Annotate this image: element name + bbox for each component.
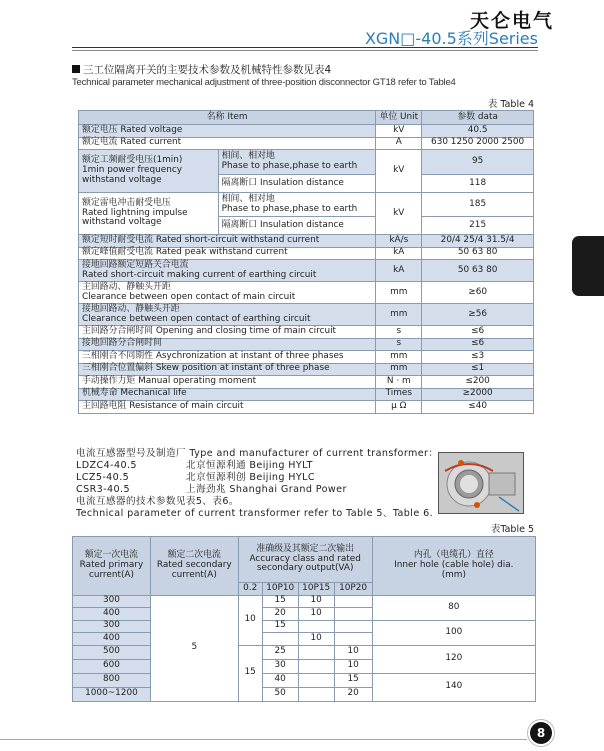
table-row: 额定电流 Rated current A 630 1250 2000 2500 [79, 137, 534, 150]
table-row: 主回路分合闸时间 Opening and closing time of main circuit s ≤6 [79, 326, 534, 339]
table-row: 额定雷电冲击耐受电压 Rated lightning impulse withstand voltage 相间、相对地 Phase to phase,phase to earth kV 185 [79, 193, 534, 217]
table-row: 800 40 15 140 [73, 673, 536, 687]
table-row: 三相刚合不同期性 Asychronization at instant of three phases mm ≤3 [79, 351, 534, 364]
lightning-name: 额定雷电冲击耐受电压 Rated lightning impulse withstand voltage [79, 193, 219, 235]
table-row: 400 20 10 [73, 608, 536, 621]
section-title [72, 62, 331, 77]
page-number: 8 [530, 722, 552, 744]
header-rule [72, 47, 538, 48]
table-row: 三相刚合位置偏斜 Skew position at instant of three phase mm ≤1 [79, 363, 534, 376]
side-tab-marker [572, 236, 604, 296]
section-subtitle: Technical parameter mechanical adjustment of three-position disconnector GT18 refer to Table4 [72, 77, 456, 88]
header-data: 参数 data [422, 111, 534, 125]
ct-maker-row: CSR3-40.5 上海劲兆 Shanghai Grand Power [76, 484, 347, 495]
series-title: XGN□-40.5系列Series [364, 29, 538, 48]
table-row: 接地回路动、静触头开距 Clearance between open contact of earthing circuit mm ≥56 [79, 304, 534, 326]
ct-maker-row: LCZ5-40.5 北京恒源利创 Beijing HYLC [76, 472, 316, 483]
header-item: 名称 Item [79, 111, 376, 125]
table-row: 主回路动、静触头开距 Clearance between open contact of main circuit mm ≥60 [79, 282, 534, 304]
table-row: 300 15 100 [73, 620, 536, 633]
current-transformer-photo [438, 452, 524, 514]
ct-note-en: Technical parameter of current transformer refer to Table 5、Table 6. [76, 508, 434, 519]
table-row: 500 15 25 10 120 [73, 645, 536, 659]
section-title-text: 三工位隔离开关的主要技术参数及机械特性参数见表4 [83, 64, 332, 76]
ct-maker-row: LDZC4-40.5 北京恒源利通 Beijing HYLT [76, 460, 313, 471]
secondary-current: 5 [150, 595, 238, 701]
table-row: 接地回路额定短路关合电流 Rated short-circuit making current of earthing circuit kA 50 63 80 [79, 260, 534, 282]
table-row: 额定峰值耐受电流 Rated peak withstand current kA 50 63 80 [79, 247, 534, 260]
table4-label: 表 Table 4 [487, 99, 534, 110]
table-4 [78, 110, 534, 414]
square-bullet-icon [72, 65, 80, 73]
table-row: 300 5 10 15 10 80 [73, 595, 536, 608]
table4-header-row [79, 111, 534, 125]
current-transformer-icon [439, 453, 524, 514]
footer-rule [0, 739, 527, 740]
power-freq-name: 额定工频耐受电压(1min) 1min power frequency withstand voltage [79, 150, 219, 193]
table-row: 手动操作力矩 Manual operating moment N · m ≤200 [79, 376, 534, 389]
header-rule-thin [72, 50, 538, 51]
table-row: 1000~1200 50 20 [73, 687, 536, 701]
table5-label: 表Table 5 [490, 524, 534, 535]
header-primary: 额定一次电流 Rated primary current(A) [73, 537, 151, 596]
table-row: 额定电压 Rated voltage kV 40.5 [79, 125, 534, 138]
table5-subheader-row: 0.2 10P10 10P15 10P20 [73, 583, 536, 596]
header-unit: 单位 Unit [376, 111, 422, 125]
table-row: 主回路电阻 Resistance of main circuit μ Ω ≤40 [79, 401, 534, 414]
table-row: 隔离断口 Insulation distance 118 [79, 175, 534, 193]
ct-intro: 电流互感器型号及制造厂 Type and manufacturer of current transformer： [76, 448, 439, 459]
header-hole: 内孔（电缆孔）直径 Inner hole (cable hole) dia. (mm) [372, 537, 535, 596]
table-row: 机械寿命 Mechanical life Times ≥2000 [79, 388, 534, 401]
table-row: 隔离断口 Insulation distance 215 [79, 217, 534, 235]
table5-header-row [73, 537, 536, 583]
brand-title: 天仑电气 [469, 10, 554, 32]
table-5 [72, 536, 536, 702]
table-row: 额定工频耐受电压(1min) 1min power frequency withstand voltage 相间、相对地 Phase to phase,phase to earth kV 95 [79, 150, 534, 175]
table-row: 400 10 [73, 633, 536, 646]
ct-note-cn: 电流互感器的技术参数见表5、表6。 [76, 496, 239, 507]
header-secondary: 额定二次电流 Rated secondary current(A) [150, 537, 238, 596]
table-row: 600 30 10 [73, 659, 536, 673]
header-accuracy: 准确级及其额定二次输出 Accuracy class and rated secondary output(VA) [238, 537, 372, 583]
table-row: 额定短时耐受电流 Rated short-circuit withstand current kA/s 20/4 25/4 31.5/4 [79, 235, 534, 248]
table-row: 接地回路分合闸时间 s ≤6 [79, 338, 534, 351]
